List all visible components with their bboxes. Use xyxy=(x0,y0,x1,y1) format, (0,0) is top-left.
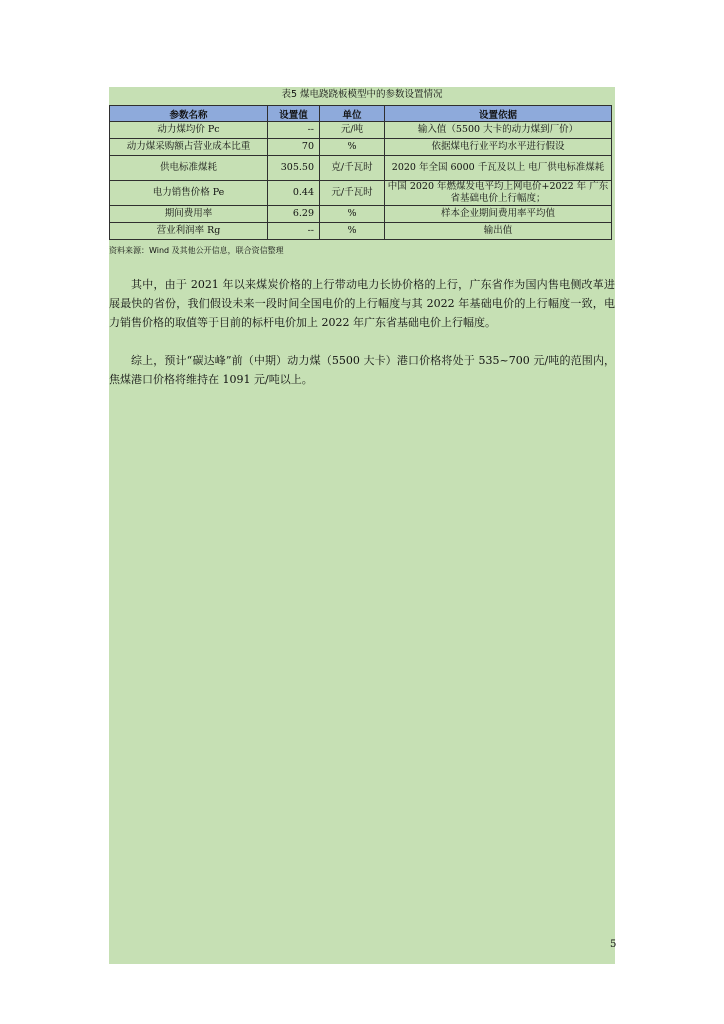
cell-value: 0.44 xyxy=(268,181,320,206)
cell-basis: 依据煤电行业平均水平进行假设 xyxy=(385,139,612,156)
table-row xyxy=(110,156,612,181)
cell-basis: 输入值（5500 大卡的动力煤到厂价） xyxy=(385,122,612,139)
cell-basis: 样本企业期间费用率平均值 xyxy=(385,206,612,223)
document-panel xyxy=(109,87,615,964)
cell-name: 期间费用率 xyxy=(110,206,268,223)
cell-name: 营业利润率 Rg xyxy=(110,223,268,240)
table-row xyxy=(110,181,612,206)
table-row xyxy=(110,223,612,240)
header-basis: 设置依据 xyxy=(385,106,612,122)
table-source-note: 资料来源：Wind 及其他公开信息，联合资信整理 xyxy=(109,246,284,255)
cell-unit: 元/吨 xyxy=(320,122,385,139)
header-unit: 单位 xyxy=(320,106,385,122)
table-row xyxy=(110,139,612,156)
table-row xyxy=(110,206,612,223)
header-param-name: 参数名称 xyxy=(110,106,268,122)
cell-value: 70 xyxy=(268,139,320,156)
cell-basis: 输出值 xyxy=(385,223,612,240)
page-number: 5 xyxy=(610,939,617,950)
body-paragraph: 其中，由于 2021 年以来煤炭价格的上行带动电力长协价格的上行，广东省作为国内售电侧改革进展最快的省份，我们假设未来一段时间全国电价的上行幅度与其 2022 年基础电价的上行幅度一致，电力销售价格的取值等于目前的标杆电价加上 2022 年广东省基础电价上行幅度。 xyxy=(109,278,615,329)
cell-name: 供电标准煤耗 xyxy=(110,156,268,181)
cell-unit: 克/千瓦时 xyxy=(320,156,385,181)
cell-unit: % xyxy=(320,139,385,156)
body-paragraph: 综上，预计“碳达峰”前（中期）动力煤（5500 大卡）港口价格将处于 535~700 元/吨的范围内，焦煤港口价格将维持在 1091 元/吨以上。 xyxy=(109,354,615,386)
parameter-table xyxy=(109,105,612,240)
cell-unit: % xyxy=(320,223,385,240)
header-value: 设置值 xyxy=(268,106,320,122)
cell-value: 305.50 xyxy=(268,156,320,181)
table-title: 表5 煤电跷跷板模型中的参数设置情况 xyxy=(281,89,443,100)
table-header-row xyxy=(110,106,612,122)
table-row xyxy=(110,122,612,139)
cell-basis: 中国 2020 年燃煤发电平均上网电价+2022 年 广东省基础电价上行幅度； xyxy=(385,181,612,206)
cell-name: 动力煤采购额占营业成本比重 xyxy=(110,139,268,156)
cell-value: -- xyxy=(268,223,320,240)
cell-unit: 元/千瓦时 xyxy=(320,181,385,206)
cell-name: 动力煤均价 Pc xyxy=(110,122,268,139)
cell-name: 电力销售价格 Pe xyxy=(110,181,268,206)
cell-basis: 2020 年全国 6000 千瓦及以上 电厂供电标准煤耗 xyxy=(385,156,612,181)
cell-value: -- xyxy=(268,122,320,139)
cell-unit: % xyxy=(320,206,385,223)
cell-value: 6.29 xyxy=(268,206,320,223)
